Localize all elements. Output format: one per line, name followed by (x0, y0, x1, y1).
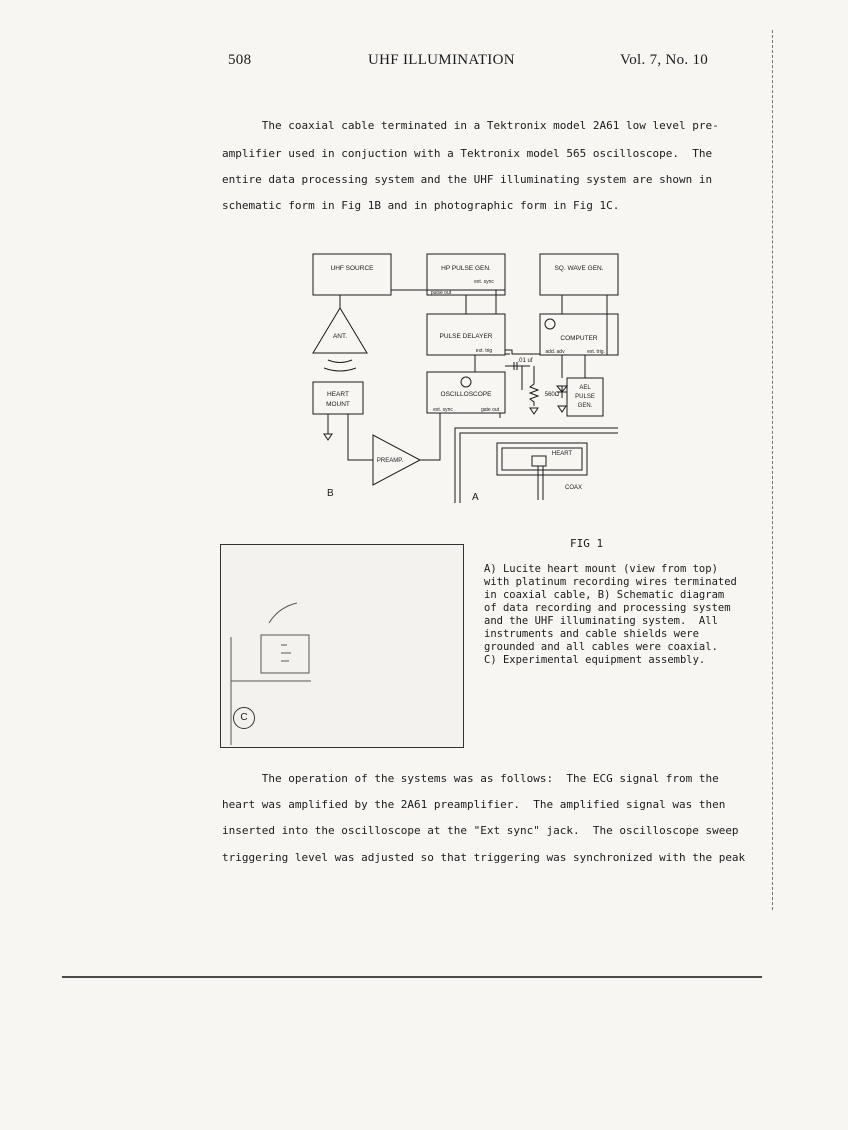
gate-out-label: gate out (480, 407, 500, 413)
intro-line: schematic form in Fig 1B and in photographic form in Fig 1C. (222, 199, 620, 212)
margin-scan-line (772, 30, 773, 910)
ext-sync-2-label: ext. sync (433, 407, 453, 413)
caption-line: and the UHF illuminating system. All (484, 615, 718, 627)
resistor-label: 560Ω (544, 392, 560, 398)
running-title: UHF ILLUMINATION (368, 52, 515, 68)
antenna-label: ANT. (332, 333, 348, 340)
antenna-shape (313, 308, 367, 353)
schematic-diagram (300, 238, 630, 508)
heart-mount-label-2: MOUNT (326, 401, 350, 408)
sq-wave-gen-box (540, 254, 618, 295)
caption-line: grounded and all cables were coaxial. (484, 641, 718, 653)
heart-mount-label-1: HEART (327, 391, 349, 398)
ext-trig-label: ext. trig (475, 348, 493, 354)
computer-label: COMPUTER (560, 335, 598, 342)
body-line: heart was amplified by the 2A61 preamplifier. The amplified signal was then (222, 798, 726, 811)
page-bottom-rule (62, 976, 762, 978)
coax-label: COAX (565, 485, 583, 491)
photo-panel-label: C (233, 707, 255, 729)
equipment-photo (220, 544, 464, 748)
volume-info: Vol. 7, No. 10 (620, 52, 709, 68)
ext-sync-label: ext. sync (474, 279, 494, 285)
page-number: 508 (228, 52, 252, 68)
caption-line: instruments and cable shields were (484, 628, 699, 640)
uhf-source-box (313, 254, 391, 295)
photo-texture (221, 545, 463, 747)
body-line: inserted into the oscilloscope at the "Ext sync" jack. The oscilloscope sweep (222, 824, 739, 837)
caption-line: A) Lucite heart mount (view from top) (484, 563, 718, 575)
ael-label-3: GEN. (577, 403, 593, 409)
intro-line: The coaxial cable terminated in a Tektronix model 2A61 low level pre- (222, 119, 719, 132)
heart-mount-box (313, 382, 363, 414)
panel-b-label: B (327, 488, 334, 499)
caption-line: C) Experimental equipment assembly. (484, 654, 706, 666)
uhf-source-label: UHF SOURCE (330, 265, 374, 272)
sq-wave-gen-label: SQ. WAVE GEN. (554, 265, 604, 272)
ael-label-2: PULSE (575, 394, 595, 400)
pulse-out-label: pulse out (430, 290, 452, 296)
body-line: The operation of the systems was as follows: The ECG signal from the (222, 772, 719, 785)
body-line: triggering level was adjusted so that triggering was synchronized with the peak (222, 851, 746, 864)
panel-a-label: A (472, 492, 479, 503)
ext-trig-2-label: ext. trig. (587, 349, 605, 355)
capacitor-label: .01 uf (517, 358, 533, 364)
ael-label-1: AEL (579, 385, 591, 391)
intro-line: amplifier used in conjuction with a Tektronix model 565 oscilloscope. The (222, 147, 713, 160)
hp-pulse-gen-label: HP PULSE GEN. (441, 265, 491, 272)
oscilloscope-label: OSCILLOSCOPE (440, 391, 492, 398)
heart-label: HEART (551, 451, 573, 457)
add-adv-label: add. adv (545, 349, 565, 355)
intro-line: entire data processing system and the UHF illuminating system are shown in (222, 173, 713, 186)
caption-line: with platinum recording wires terminated (484, 576, 737, 588)
hp-pulse-gen-box (427, 254, 505, 295)
pulse-delayer-label: PULSE DELAYER (439, 333, 493, 340)
caption-line: of data recording and processing system (484, 602, 731, 614)
figure-label: FIG 1 (570, 537, 604, 550)
caption-line: in coaxial cable, B) Schematic diagram (484, 589, 725, 601)
preamp-label: PREAMP. (376, 458, 404, 464)
